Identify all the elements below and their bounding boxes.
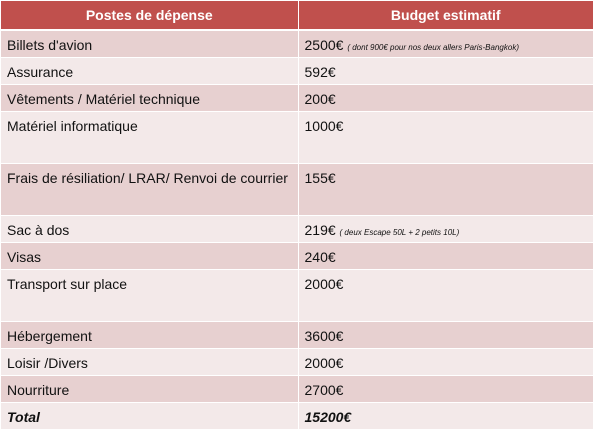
- total-amount: 15200€: [298, 403, 593, 430]
- amount-cell: 1000€: [298, 112, 593, 164]
- amount-value: 2500€: [304, 37, 344, 53]
- item-cell: Nourriture: [1, 376, 298, 403]
- header-expense-items: Postes de dépense: [1, 1, 298, 30]
- item-cell: Frais de résiliation/ LRAR/ Renvoi de courrier: [1, 164, 298, 216]
- table-row: [1, 30, 593, 58]
- amount-cell: 155€: [298, 164, 593, 216]
- total-row: [1, 403, 593, 430]
- item-cell: Sac à dos: [1, 216, 298, 243]
- table-row: [1, 243, 593, 270]
- item-cell: Hébergement: [1, 322, 298, 349]
- amount-cell: 2000€: [298, 349, 593, 376]
- amount-note: ( dont 900€ pour nos deux allers Paris-Bangkok): [347, 43, 519, 52]
- table-row: [1, 164, 593, 216]
- amount-cell: 2000€: [298, 270, 593, 322]
- amount-value: 219€: [304, 222, 336, 238]
- amount-cell: 2700€: [298, 376, 593, 403]
- item-cell: Transport sur place: [1, 270, 298, 322]
- item-cell: Billets d'avion: [1, 30, 298, 58]
- item-cell: Matériel informatique: [1, 112, 298, 164]
- item-cell: Vêtements / Matériel technique: [1, 85, 298, 112]
- amount-cell: 240€: [298, 243, 593, 270]
- table-row: [1, 376, 593, 403]
- table-row: [1, 216, 593, 243]
- header-row: [1, 1, 593, 30]
- amount-cell: 592€: [298, 58, 593, 85]
- amount-cell: 200€: [298, 85, 593, 112]
- amount-cell: 3600€: [298, 322, 593, 349]
- budget-table: [1, 1, 593, 430]
- amount-note: ( deux Escape 50L + 2 petits 10L): [339, 228, 460, 237]
- total-label: Total: [1, 403, 298, 430]
- table-row: [1, 349, 593, 376]
- amount-cell: [298, 216, 593, 243]
- amount-cell: [298, 30, 593, 58]
- table-row: [1, 112, 593, 164]
- item-cell: Assurance: [1, 58, 298, 85]
- table-row: [1, 270, 593, 322]
- item-cell: Visas: [1, 243, 298, 270]
- table-row: [1, 85, 593, 112]
- item-cell: Loisir /Divers: [1, 349, 298, 376]
- table-row: [1, 58, 593, 85]
- header-estimated-budget: Budget estimatif: [298, 1, 593, 30]
- table-row: [1, 322, 593, 349]
